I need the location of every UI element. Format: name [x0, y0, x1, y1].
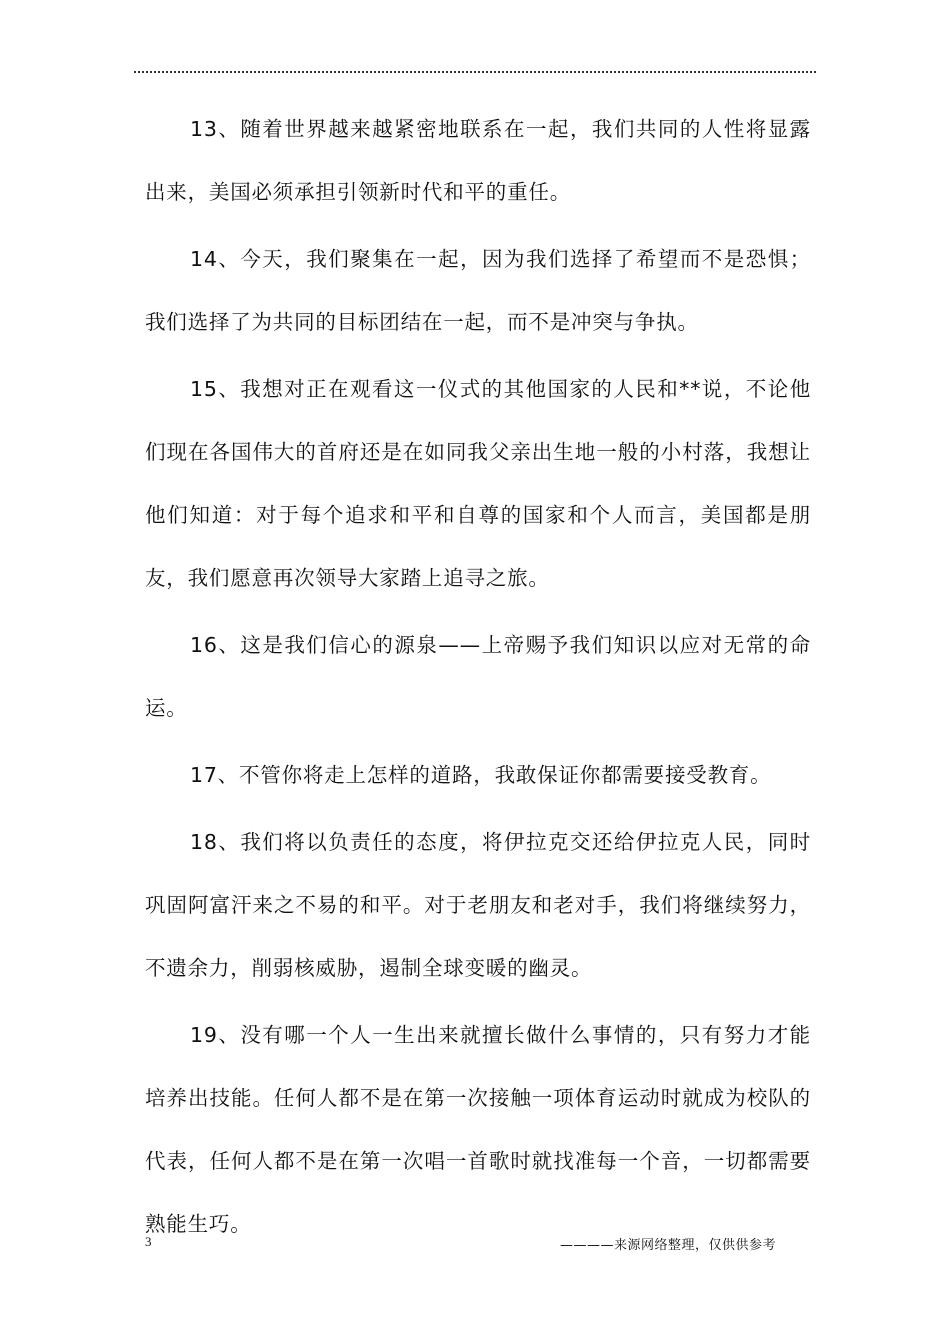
paragraph-14: 14、今天，我们聚集在一起，因为我们选择了希望而不是恐惧；我们选择了为共同的目标团结在一起，而不是冲突与争执。 — [145, 247, 811, 334]
page-number: 3 — [145, 1234, 152, 1249]
paragraph-15: 15、我想对正在观看这一仪式的其他国家的人民和**说，不论他们现在各国伟大的首府还是在如同我父亲出生地一般的小村落，我想让他们知道：对于每个追求和平和自尊的国家和个人而言，美国都是朋友，我们愿意再次领导大家踏上追寻之旅。 — [145, 377, 811, 590]
paragraph-17: 17、不管你将走上怎样的道路，我敢保证你都需要接受教育。 — [190, 763, 772, 787]
paragraph-18: 18、我们将以负责任的态度，将伊拉克交还给伊拉克人民，同时巩固阿富汗来之不易的和平。对于老朋友和老对手，我们将继续努力，不遗余力，削弱核威胁，遏制全球变暖的幽灵。 — [145, 830, 811, 980]
paragraph-13: 13、随着世界越来越紧密地联系在一起，我们共同的人性将显露出来，美国必须承担引领新时代和平的重任。 — [145, 117, 811, 204]
document-body — [145, 98, 811, 1260]
paragraph-19: 19、没有哪一个人一生出来就擅长做什么事情的，只有努力才能培养出技能。任何人都不是在第一次接触一项体育运动时就成为校队的代表，任何人都不是在第一次唱一首歌时就找准每一个音，一切都需要熟能生巧。 — [145, 1023, 811, 1236]
paragraph-16: 16、这是我们信心的源泉——上帝赐予我们知识以应对无常的命运。 — [145, 633, 811, 720]
footer-source-note: ————来源网络整理，仅供供参考 — [559, 1238, 776, 1253]
header-dotted-rule — [134, 71, 816, 73]
